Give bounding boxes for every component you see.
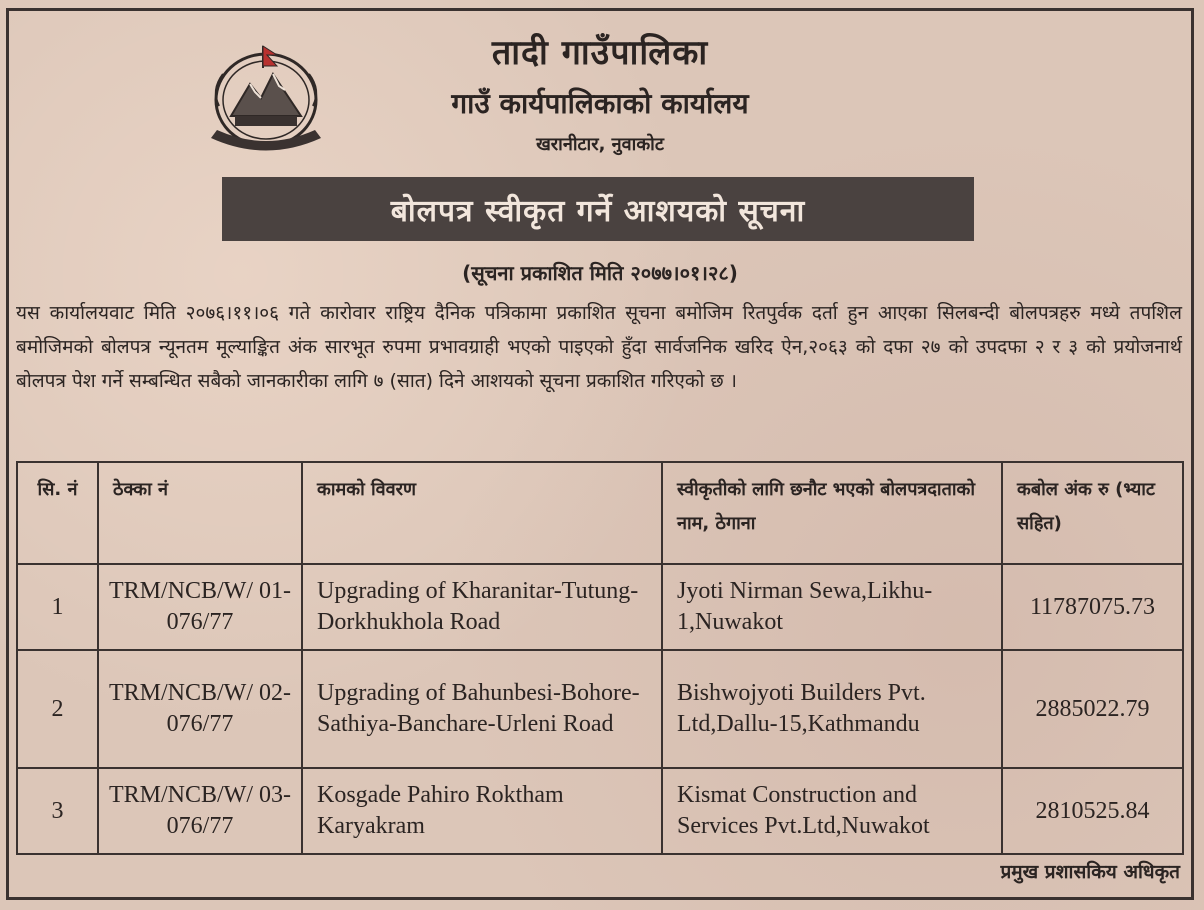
office-location: खरानीटार, नुवाकोट (536, 134, 664, 155)
cell-amount: 2810525.84 (1002, 768, 1183, 854)
municipality-emblem-icon (205, 38, 327, 156)
bid-award-table (16, 461, 1184, 855)
municipality-name: तादी गाउँपालिका (491, 33, 709, 73)
cell-bidder: Bishwojyoti Builders Pvt. Ltd,Dallu-15,Kathmandu (662, 650, 1002, 768)
notice-title-banner (222, 177, 974, 241)
cell-contract-no: TRM/NCB/W/ 01-076/77 (98, 564, 302, 650)
header-contract-no: ठेक्का नं (98, 462, 302, 564)
cell-description: Upgrading of Bahunbesi-Bohore-Sathiya-Banchare-Urleni Road (302, 650, 662, 768)
table-row (17, 650, 1183, 768)
header-bidder: स्वीकृतीको लागि छनौट भएको बोलपत्रदाताको नाम, ठेगाना (662, 462, 1002, 564)
cell-description: Upgrading of Kharanitar-Tutung-Dorkhukhola Road (302, 564, 662, 650)
signatory-title: प्रमुख प्रशासकिय अधिकृत (1000, 861, 1180, 883)
notice-title: बोलपत्र स्वीकृत गर्ने आशयको सूचना (390, 193, 806, 229)
publish-date: (सूचना प्रकाशित मिति २०७७।०१।२८) (462, 261, 738, 285)
header-description: कामको विवरण (302, 462, 662, 564)
header-sn: सि. नं (17, 462, 98, 564)
cell-sn: 1 (17, 564, 98, 650)
cell-contract-no: TRM/NCB/W/ 02-076/77 (98, 650, 302, 768)
office-name: गाउँ कार्यपालिकाको कार्यालय (451, 87, 749, 120)
cell-sn: 2 (17, 650, 98, 768)
cell-sn: 3 (17, 768, 98, 854)
header-amount: कबोल अंक रु (भ्याट सहित) (1002, 462, 1183, 564)
cell-bidder: Jyoti Nirman Sewa,Likhu-1,Nuwakot (662, 564, 1002, 650)
cell-contract-no: TRM/NCB/W/ 03-076/77 (98, 768, 302, 854)
cell-amount: 11787075.73 (1002, 564, 1183, 650)
cell-bidder: Kismat Construction and Services Pvt.Ltd,Nuwakot (662, 768, 1002, 854)
cell-amount: 2885022.79 (1002, 650, 1183, 768)
table-row (17, 564, 1183, 650)
table-header-row (17, 462, 1183, 564)
cell-description: Kosgade Pahiro Roktham Karyakram (302, 768, 662, 854)
notice-body: यस कार्यालयवाट मिति २०७६।११।०६ गते कारोवार राष्ट्रिय दैनिक पत्रिकामा प्रकाशित सूचना बमोजिम रितपुर्वक दर्ता हुन आएका सिलबन्दी बोलपत्रहरु मध्ये तपशिल बमोजिमको बोलपत्र न्यूनतम मूल्याङ्कित अंक सारभूत रुपमा प्रभावग्राही भएको पाइएको हुँदा सार्वजनिक खरिद ऐन,२०६३ को दफा २७ को उपदफा २ र ३ को प्रयोजनार्थ बोलपत्र पेश गर्ने सम्बन्धित सबैको जानकारीका लागि ७ (सात) दिने आशयको सूचना प्रकाशित गरिएको छ । (16, 302, 1182, 392)
table-row (17, 768, 1183, 854)
